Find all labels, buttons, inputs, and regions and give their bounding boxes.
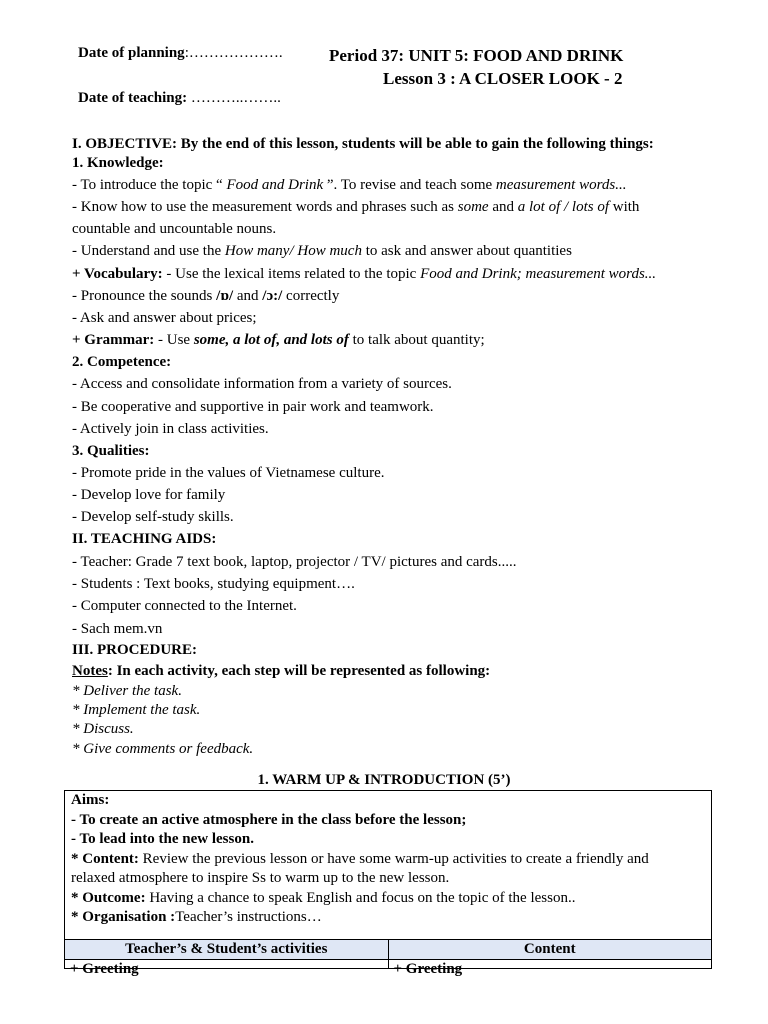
table-cell: + Greeting — [393, 960, 463, 977]
knowledge-heading: 1. Knowledge: — [72, 155, 164, 171]
pronunciation-item: - Pronounce the sounds /ɒ/ and /ɔ:/ correctly — [72, 288, 340, 304]
content-line: * Content: Review the previous lesson or have some warm-up activities to create a friendly and — [71, 850, 649, 867]
teaching-aids-item: - Students : Text books, studying equipment…. — [72, 576, 355, 592]
procedure-step: * Deliver the task. — [72, 683, 182, 699]
procedure-step: * Discuss. — [72, 721, 134, 737]
qualities-item: - Develop self-study skills. — [72, 509, 234, 525]
qualities-item: - Develop love for family — [72, 487, 226, 503]
qualities-heading: 3. Qualities: — [72, 443, 150, 459]
knowledge-item: countable and uncountable nouns. — [72, 221, 277, 237]
warmup-table — [64, 790, 712, 977]
organisation-line: * Organisation :Teacher’s instructions… — [71, 909, 322, 925]
competence-item: - Actively join in class activities. — [72, 421, 269, 437]
procedure-step: * Give comments or feedback. — [72, 741, 254, 757]
warmup-aims-box — [65, 791, 711, 939]
qualities-item: - Promote pride in the values of Vietnamese culture. — [72, 465, 385, 481]
procedure-step: * Implement the task. — [72, 702, 201, 718]
competence-item: - Access and consolidate information from a variety of sources. — [72, 376, 452, 392]
knowledge-item: - To introduce the topic “ Food and Drink ”. To revise and teach some measurement words... — [72, 177, 627, 193]
procedure-heading: III. PROCEDURE: — [72, 642, 198, 658]
competence-heading: 2. Competence: — [72, 354, 172, 370]
period-unit-title: Period 37: UNIT 5: FOOD AND DRINK — [329, 46, 624, 65]
teaching-aids-item: - Teacher: Grade 7 text book, laptop, projector / TV/ pictures and cards..... — [72, 554, 517, 570]
activities-column — [65, 940, 388, 977]
knowledge-item: - Understand and use the How many/ How much to ask and answer about quantities — [72, 243, 572, 259]
lesson-title: Lesson 3 : A CLOSER LOOK - 2 — [383, 69, 623, 88]
vocabulary-item: + Vocabulary: - Use the lexical items related to the topic Food and Drink; measurement words... — [72, 266, 657, 282]
competence-item: - Be cooperative and supportive in pair work and teamwork. — [72, 399, 434, 415]
knowledge-item: - Know how to use the measurement words and phrases such as some and a lot of / lots of with — [72, 199, 640, 215]
aim-item: - To create an active atmosphere in the class before the lesson; — [71, 811, 467, 828]
teaching-aids-item: - Computer connected to the Internet. — [72, 598, 297, 614]
teaching-aids-item: - Sach mem.vn — [72, 621, 163, 637]
date-of-planning: Date of planning:………………. — [78, 45, 283, 61]
aims-label: Aims: — [71, 792, 110, 808]
aim-item: - To lead into the new lesson. — [71, 831, 254, 847]
table-cell: + Greeting — [70, 960, 139, 977]
objective-heading: I. OBJECTIVE: By the end of this lesson, students will be able to gain the following things: — [72, 136, 654, 152]
content-line: relaxed atmosphere to inspire Ss to warm up to the new lesson. — [71, 870, 450, 886]
date-of-teaching: Date of teaching: ………..…….. — [78, 90, 281, 106]
teaching-aids-heading: II. TEACHING AIDS: — [72, 531, 217, 547]
column-header: Content — [389, 940, 712, 960]
grammar-item: + Grammar: - Use some, a lot of, and lots of to talk about quantity; — [72, 332, 485, 348]
content-column — [388, 940, 712, 977]
column-header: Teacher’s & Student’s activities — [65, 940, 388, 960]
warmup-title: 1. WARM UP & INTRODUCTION (5’) — [257, 772, 511, 788]
outcome-line: * Outcome: Having a chance to speak English and focus on the topic of the lesson.. — [71, 889, 576, 906]
prices-item: - Ask and answer about prices; — [72, 310, 257, 326]
notes-line: Notes: In each activity, each step will be represented as following: — [72, 663, 491, 679]
activities-table — [65, 939, 711, 977]
